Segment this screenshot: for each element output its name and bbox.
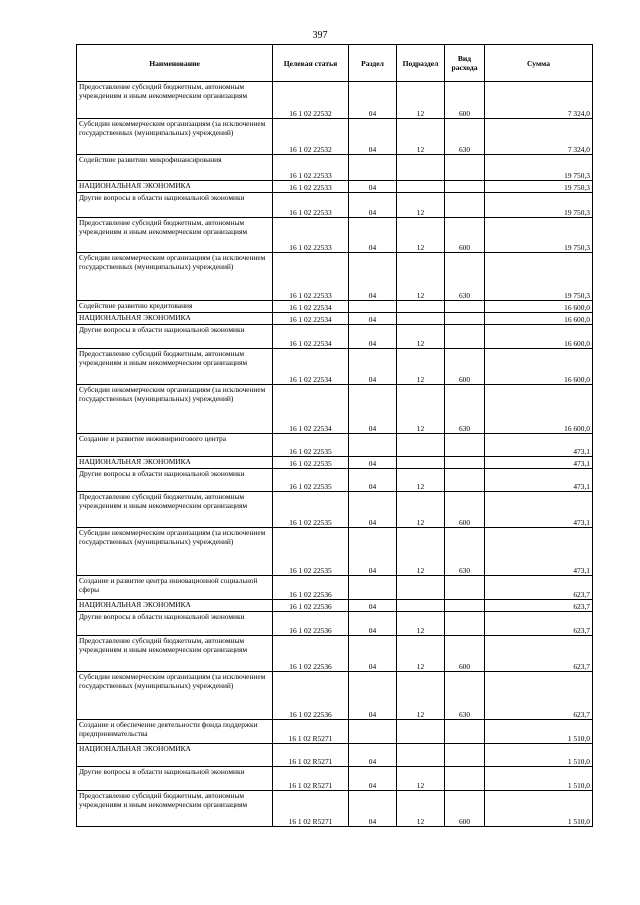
- row-expense-type: [445, 469, 485, 492]
- row-name: Создание и развитие инжинирингового центра: [77, 434, 273, 457]
- row-subsection: 12: [397, 82, 445, 119]
- row-article: 16 1 02 22534: [273, 325, 349, 349]
- row-expense-type: 630: [445, 385, 485, 434]
- row-expense-type: 600: [445, 791, 485, 827]
- row-subsection: [397, 434, 445, 457]
- row-article: 16 1 02 22536: [273, 600, 349, 612]
- row-name: Предоставление субсидий бюджетным, автономным учреждениям и иным некоммерческим организациям: [77, 492, 273, 528]
- row-article: 16 1 02 22532: [273, 119, 349, 155]
- row-section: 04: [349, 469, 397, 492]
- row-name: НАЦИОНАЛЬНАЯ ЭКОНОМИКА: [77, 313, 273, 325]
- row-section: 04: [349, 82, 397, 119]
- row-name: Другие вопросы в области национальной экономики: [77, 193, 273, 218]
- row-section: 04: [349, 193, 397, 218]
- row-subsection: 12: [397, 767, 445, 791]
- table-row: [77, 457, 593, 469]
- row-section: 04: [349, 767, 397, 791]
- row-subsection: 12: [397, 193, 445, 218]
- row-subsection: [397, 301, 445, 313]
- row-sum: 623,7: [485, 612, 593, 636]
- row-expense-type: [445, 720, 485, 744]
- row-name: Создание и развитие центра инновационной социальной сферы: [77, 576, 273, 600]
- row-section: 04: [349, 457, 397, 469]
- row-subsection: 12: [397, 253, 445, 301]
- row-name: Содействие развитию кредитования: [77, 301, 273, 313]
- row-section: 04: [349, 253, 397, 301]
- row-article: 16 1 02 R5271: [273, 791, 349, 827]
- row-article: 16 1 02 22535: [273, 434, 349, 457]
- row-article: 16 1 02 22533: [273, 193, 349, 218]
- row-section: [349, 720, 397, 744]
- table-row: [77, 767, 593, 791]
- row-sum: 19 750,3: [485, 253, 593, 301]
- row-expense-type: [445, 576, 485, 600]
- header-subsection: Подраздел: [397, 45, 445, 82]
- row-name: НАЦИОНАЛЬНАЯ ЭКОНОМИКА: [77, 744, 273, 767]
- table-row: [77, 181, 593, 193]
- row-sum: 1 510,0: [485, 744, 593, 767]
- row-subsection: [397, 720, 445, 744]
- row-section: 04: [349, 313, 397, 325]
- row-article: 16 1 02 22533: [273, 181, 349, 193]
- row-section: 04: [349, 612, 397, 636]
- table-row: [77, 636, 593, 672]
- row-sum: 19 750,3: [485, 218, 593, 253]
- table-row: [77, 119, 593, 155]
- row-name: НАЦИОНАЛЬНАЯ ЭКОНОМИКА: [77, 181, 273, 193]
- row-article: 16 1 02 22536: [273, 576, 349, 600]
- table-row: [77, 492, 593, 528]
- table-row: [77, 469, 593, 492]
- row-section: 04: [349, 325, 397, 349]
- table-row: [77, 720, 593, 744]
- row-name: Субсидии некоммерческим организациям (за исключением государственных (муниципальных) учреждений): [77, 385, 273, 434]
- row-expense-type: [445, 612, 485, 636]
- row-subsection: 12: [397, 791, 445, 827]
- row-section: [349, 155, 397, 181]
- table-row: [77, 301, 593, 313]
- row-sum: 623,7: [485, 576, 593, 600]
- row-subsection: [397, 181, 445, 193]
- row-section: 04: [349, 744, 397, 767]
- row-expense-type: [445, 600, 485, 612]
- row-subsection: [397, 600, 445, 612]
- header-article: Целевая статья: [273, 45, 349, 82]
- row-expense-type: [445, 301, 485, 313]
- row-sum: 623,7: [485, 600, 593, 612]
- row-subsection: 12: [397, 636, 445, 672]
- row-subsection: 12: [397, 349, 445, 385]
- row-article: 16 1 02 22533: [273, 218, 349, 253]
- table-header-row: [77, 45, 593, 82]
- row-expense-type: 630: [445, 672, 485, 720]
- row-section: [349, 301, 397, 313]
- row-section: [349, 434, 397, 457]
- row-sum: 19 750,3: [485, 181, 593, 193]
- row-article: 16 1 02 22534: [273, 301, 349, 313]
- row-name: Содействие развитию микрофинансирования: [77, 155, 273, 181]
- table-row: [77, 672, 593, 720]
- row-sum: 473,1: [485, 469, 593, 492]
- row-expense-type: 600: [445, 492, 485, 528]
- row-expense-type: [445, 744, 485, 767]
- table-row: [77, 325, 593, 349]
- row-expense-type: [445, 325, 485, 349]
- row-sum: 1 510,0: [485, 767, 593, 791]
- row-article: 16 1 02 22536: [273, 636, 349, 672]
- row-section: 04: [349, 492, 397, 528]
- table-row: [77, 253, 593, 301]
- row-article: 16 1 02 22535: [273, 457, 349, 469]
- row-sum: 16 600,0: [485, 325, 593, 349]
- row-name: НАЦИОНАЛЬНАЯ ЭКОНОМИКА: [77, 600, 273, 612]
- row-subsection: 12: [397, 492, 445, 528]
- row-expense-type: [445, 181, 485, 193]
- row-article: 16 1 02 22534: [273, 349, 349, 385]
- row-sum: 623,7: [485, 672, 593, 720]
- row-sum: 1 510,0: [485, 791, 593, 827]
- row-sum: 473,1: [485, 492, 593, 528]
- table-row: [77, 218, 593, 253]
- row-sum: 16 600,0: [485, 301, 593, 313]
- row-expense-type: [445, 767, 485, 791]
- row-sum: 473,1: [485, 434, 593, 457]
- row-sum: 1 510,0: [485, 720, 593, 744]
- row-sum: 19 750,3: [485, 155, 593, 181]
- row-expense-type: [445, 193, 485, 218]
- row-article: 16 1 02 22533: [273, 155, 349, 181]
- row-name: Другие вопросы в области национальной экономики: [77, 612, 273, 636]
- row-article: 16 1 02 R5271: [273, 744, 349, 767]
- row-name: Предоставление субсидий бюджетным, автономным учреждениям и иным некоммерческим организациям: [77, 82, 273, 119]
- row-expense-type: [445, 457, 485, 469]
- row-article: 16 1 02 R5271: [273, 720, 349, 744]
- row-article: 16 1 02 22534: [273, 313, 349, 325]
- row-name: НАЦИОНАЛЬНАЯ ЭКОНОМИКА: [77, 457, 273, 469]
- row-subsection: 12: [397, 469, 445, 492]
- table-row: [77, 313, 593, 325]
- row-expense-type: 600: [445, 218, 485, 253]
- row-subsection: [397, 155, 445, 181]
- row-article: 16 1 02 22536: [273, 672, 349, 720]
- row-expense-type: [445, 434, 485, 457]
- row-name: Субсидии некоммерческим организациям (за исключением государственных (муниципальных) учреждений): [77, 119, 273, 155]
- row-section: 04: [349, 119, 397, 155]
- row-article: 16 1 02 22535: [273, 469, 349, 492]
- row-name: Другие вопросы в области национальной экономики: [77, 469, 273, 492]
- table-row: [77, 385, 593, 434]
- row-sum: 623,7: [485, 636, 593, 672]
- row-section: [349, 576, 397, 600]
- row-article: 16 1 02 22534: [273, 385, 349, 434]
- row-sum: 16 600,0: [485, 385, 593, 434]
- row-subsection: 12: [397, 612, 445, 636]
- row-sum: 7 324,0: [485, 82, 593, 119]
- table-row: [77, 193, 593, 218]
- row-sum: 16 600,0: [485, 313, 593, 325]
- header-expense-type: Вид расхода: [445, 45, 485, 82]
- row-name: Субсидии некоммерческим организациям (за исключением государственных (муниципальных) учреждений): [77, 253, 273, 301]
- row-article: 16 1 02 22535: [273, 528, 349, 576]
- row-expense-type: 600: [445, 636, 485, 672]
- row-name: Предоставление субсидий бюджетным, автономным учреждениям и иным некоммерческим организациям: [77, 791, 273, 827]
- row-article: 16 1 02 22532: [273, 82, 349, 119]
- row-subsection: [397, 457, 445, 469]
- table-row: [77, 612, 593, 636]
- row-subsection: 12: [397, 119, 445, 155]
- row-article: 16 1 02 R5271: [273, 767, 349, 791]
- row-subsection: 12: [397, 218, 445, 253]
- row-name: Другие вопросы в области национальной экономики: [77, 325, 273, 349]
- row-article: 16 1 02 22533: [273, 253, 349, 301]
- table-row: [77, 744, 593, 767]
- row-subsection: 12: [397, 672, 445, 720]
- row-name: Создание и обеспечение деятельности фонда поддержки предпринимательства: [77, 720, 273, 744]
- row-expense-type: 600: [445, 82, 485, 119]
- header-name: Наименование: [77, 45, 273, 82]
- row-article: 16 1 02 22536: [273, 612, 349, 636]
- table-row: [77, 155, 593, 181]
- row-name: Предоставление субсидий бюджетным, автономным учреждениям и иным некоммерческим организациям: [77, 636, 273, 672]
- row-name: Субсидии некоммерческим организациям (за исключением государственных (муниципальных) учреждений): [77, 528, 273, 576]
- row-name: Другие вопросы в области национальной экономики: [77, 767, 273, 791]
- row-section: 04: [349, 218, 397, 253]
- page-number: 397: [312, 30, 328, 41]
- table-row: [77, 600, 593, 612]
- table-row: [77, 791, 593, 827]
- row-expense-type: 630: [445, 253, 485, 301]
- row-sum: 16 600,0: [485, 349, 593, 385]
- row-section: 04: [349, 385, 397, 434]
- row-expense-type: [445, 313, 485, 325]
- row-sum: 19 750,3: [485, 193, 593, 218]
- row-section: 04: [349, 349, 397, 385]
- row-section: 04: [349, 600, 397, 612]
- header-sum: Сумма: [485, 45, 593, 82]
- row-name: Субсидии некоммерческим организациям (за исключением государственных (муниципальных) учреждений): [77, 672, 273, 720]
- row-subsection: 12: [397, 325, 445, 349]
- budget-table: [76, 44, 593, 827]
- row-sum: 473,1: [485, 528, 593, 576]
- row-section: 04: [349, 181, 397, 193]
- row-section: 04: [349, 672, 397, 720]
- row-subsection: [397, 313, 445, 325]
- row-subsection: 12: [397, 528, 445, 576]
- table-row: [77, 576, 593, 600]
- row-section: 04: [349, 528, 397, 576]
- row-name: Предоставление субсидий бюджетным, автономным учреждениям и иным некоммерческим организациям: [77, 218, 273, 253]
- row-sum: 473,1: [485, 457, 593, 469]
- row-section: 04: [349, 636, 397, 672]
- row-expense-type: 630: [445, 528, 485, 576]
- row-expense-type: 600: [445, 349, 485, 385]
- row-name: Предоставление субсидий бюджетным, автономным учреждениям и иным некоммерческим организациям: [77, 349, 273, 385]
- row-article: 16 1 02 22535: [273, 492, 349, 528]
- header-section: Раздел: [349, 45, 397, 82]
- row-expense-type: [445, 155, 485, 181]
- table-row: [77, 528, 593, 576]
- row-expense-type: 630: [445, 119, 485, 155]
- table-row: [77, 82, 593, 119]
- row-subsection: [397, 576, 445, 600]
- row-subsection: [397, 744, 445, 767]
- table-row: [77, 349, 593, 385]
- row-subsection: 12: [397, 385, 445, 434]
- row-section: 04: [349, 791, 397, 827]
- row-sum: 7 324,0: [485, 119, 593, 155]
- table-row: [77, 434, 593, 457]
